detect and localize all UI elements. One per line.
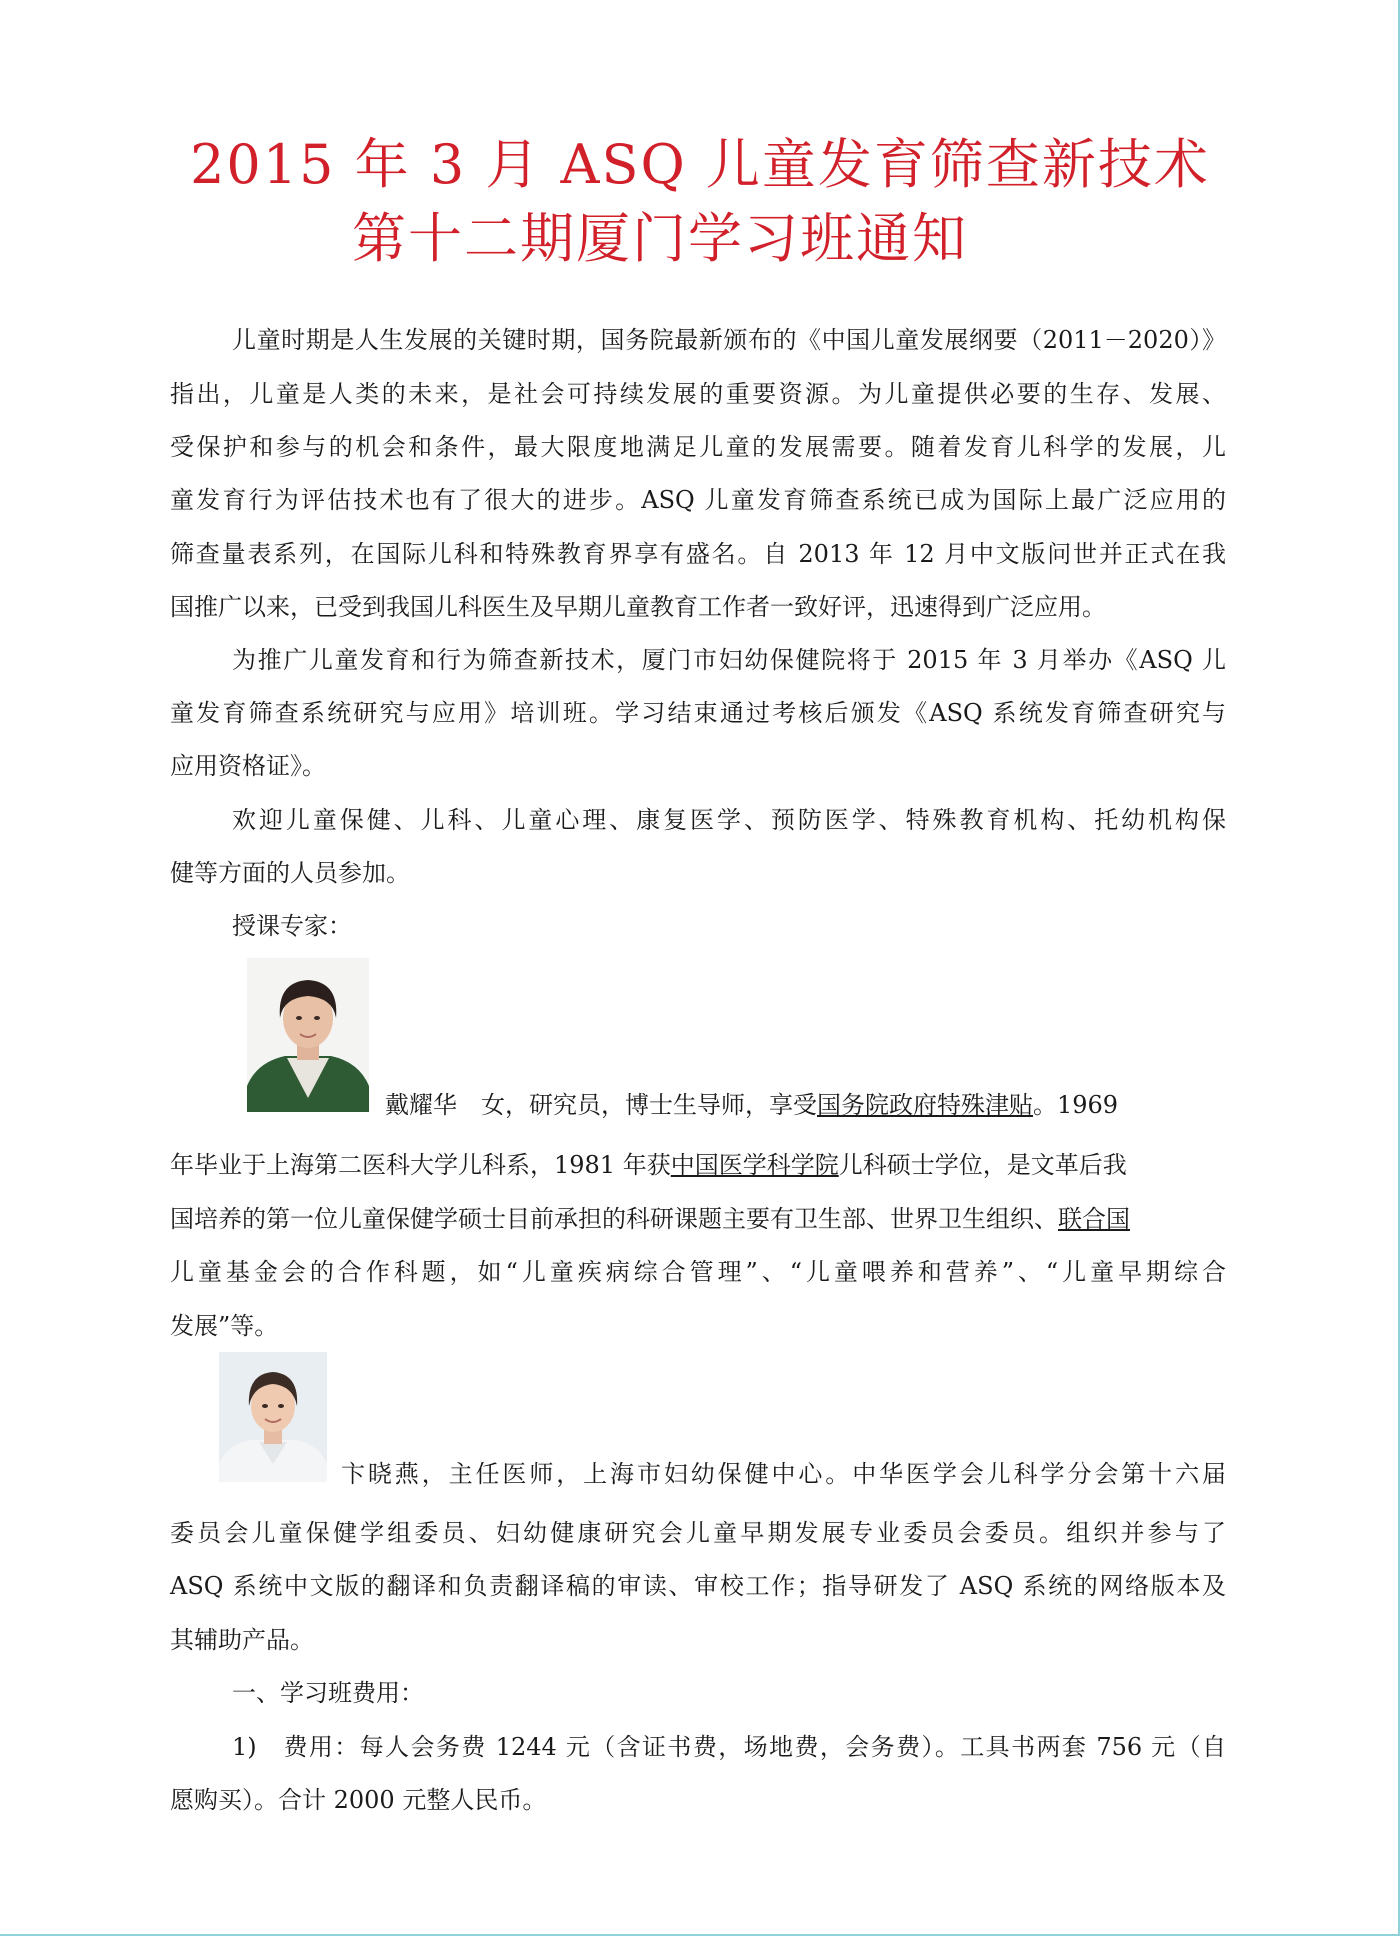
expert-2-line-3: ASQ 系统中文版的翻译和负责翻译稿的审读、审校工作；指导研发了 ASQ 系统的网络版本及: [170, 1572, 1226, 1600]
welcome-line-2: 健等方面的人员参加。: [170, 859, 410, 887]
un-link[interactable]: 联合国: [1058, 1205, 1130, 1233]
intro-line-1: 儿童时期是人生发展的关键时期，国务院最新颁布的《中国儿童发展纲要（2011－2020）》: [232, 326, 1226, 354]
expert-1-line-5: 发展”等。: [170, 1312, 279, 1340]
intro-line-3: 受保护和参与的机会和条件，最大限度地满足儿童的发展需要。随着发育儿科学的发展，儿: [170, 433, 1226, 461]
intro-line-6: 国推广以来，已受到我国儿科医生及早期儿童教育工作者一致好评，迅速得到广泛应用。: [170, 593, 1106, 621]
expert-2-photo: [219, 1352, 327, 1482]
expert-1-line-1-a: 戴耀华 女，研究员，博士生导师，享受: [385, 1091, 817, 1119]
expert-1-line-2-a: 年毕业于上海第二医科大学儿科系，1981 年获: [170, 1151, 671, 1179]
promo-line-3: 应用资格证》。: [170, 752, 326, 780]
fees-heading: 一、学习班费用：: [232, 1679, 424, 1707]
expert-1-line-3: [170, 1203, 1226, 1235]
welcome-line-1: 欢迎儿童保健、儿科、儿童心理、康复医学、预防医学、特殊教育机构、托幼机构保: [232, 806, 1226, 834]
expert-1-line-1-b: 。1969: [1033, 1091, 1119, 1119]
title-line-1: 2015 年 3 月 ASQ 儿童发育筛查新技术: [190, 133, 1210, 196]
intro-line-2: 指出，儿童是人类的未来，是社会可持续发展的重要资源。为儿童提供必要的生存、发展、: [170, 380, 1226, 408]
expert-1-photo: [247, 958, 369, 1112]
state-council-allowance-link[interactable]: 国务院政府特殊津贴: [817, 1091, 1033, 1119]
expert-1-line-4: 儿童基金会的合作科题，如“儿童疾病综合管理”、“儿童喂养和营养”、“儿童早期综合: [170, 1258, 1226, 1286]
promo-line-2: 童发育筛查系统研究与应用》培训班。学习结束通过考核后颁发《ASQ 系统发育筛查研究与: [170, 699, 1226, 727]
cams-link[interactable]: 中国医学科学院: [670, 1151, 839, 1179]
expert-1-line-3-a: 国培养的第一位儿童保健学硕士目前承担的科研课题主要有卫生部、世界卫生组织、: [170, 1205, 1058, 1233]
intro-line-4: 童发育行为评估技术也有了很大的进步。ASQ 儿童发育筛查系统已成为国际上最广泛应用的: [170, 486, 1226, 514]
expert-2-line-4: 其辅助产品。: [170, 1626, 314, 1654]
expert-1-line-1: [385, 1089, 1226, 1121]
title-line-2: 第十二期厦门学习班通知: [352, 207, 968, 270]
expert-2-line-1: 卞晓燕，主任医师，上海市妇幼保健中心。中华医学会儿科学分会第十六届: [341, 1460, 1226, 1488]
fees-item-line-2: 愿购买）。合计 2000 元整人民币。: [170, 1786, 547, 1814]
expert-1-line-2-b: 儿科硕士学位，是文革后我: [838, 1151, 1127, 1179]
expert-2-line-2: 委员会儿童保健学组委员、妇幼健康研究会儿童早期发展专业委员会委员。组织并参与了: [170, 1519, 1226, 1547]
intro-line-5: 筛查量表系列，在国际儿科和特殊教育界享有盛名。自 2013 年 12 月中文版问世并正式在我: [170, 540, 1226, 568]
expert-1-line-2: [170, 1149, 1226, 1181]
fees-item-line-1: 1) 费用：每人会务费 1244 元（含证书费，场地费，会务费）。工具书两套 756 元（自: [232, 1733, 1226, 1761]
experts-heading: 授课专家：: [232, 912, 352, 940]
promo-line-1: 为推广儿童发育和行为筛查新技术，厦门市妇幼保健院将于 2015 年 3 月举办《ASQ 儿: [232, 646, 1226, 674]
